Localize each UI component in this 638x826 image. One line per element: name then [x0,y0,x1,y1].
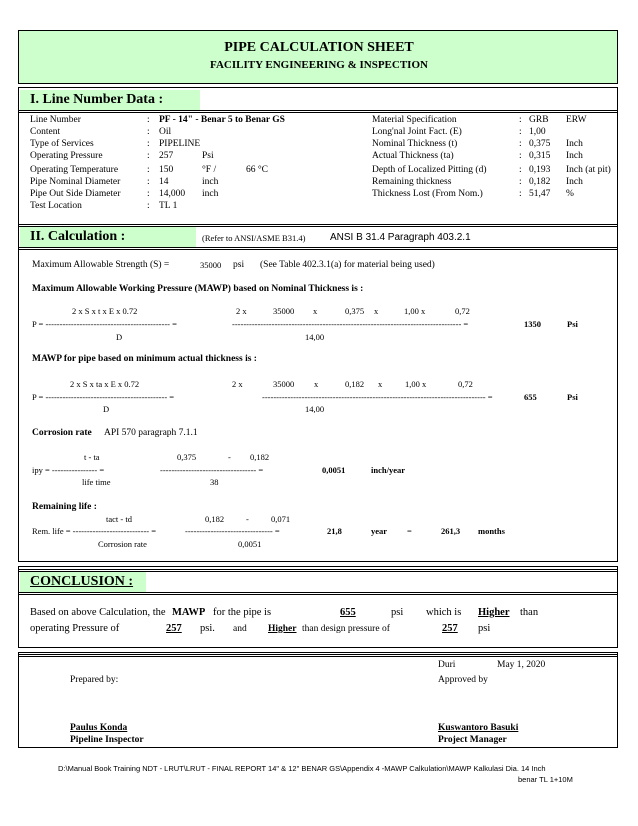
mawp-nominal-t: 0,375 [345,306,365,316]
line-data-value: 1,00 [529,127,546,137]
mawp-nominal-unit: Psi [567,319,578,329]
mawp-actual-formula-lhs: P = ------------------------------------------- = [32,392,175,402]
conclusion-l1a: Based on above Calculation, the [30,607,166,618]
line-data-value: 0,315 [529,151,551,161]
line-data-value: Oil [159,127,172,137]
line-data-label: Content [30,127,61,137]
line-data-sep: : [147,115,150,125]
mas-unit: psi [233,260,245,270]
mas-note: (See Table 402.3.1(a) for material being used) [260,260,435,270]
line-data-label: Pipe Nominal Diameter [30,177,121,187]
mawp-nominal-formula-num: 2 x S x t x E x 0.72 [72,306,138,316]
conclusion-unit: psi [391,607,404,618]
line-data-label: Thickness Lost (From Nom.) [372,189,483,199]
corrosion-v1: 0,375 [177,452,197,462]
conclusion-divider-bottom [18,592,618,595]
prepared-label: Prepared by: [70,675,119,685]
line-data-unit: Psi [202,151,214,161]
line-data-value: 0,182 [529,177,551,187]
corrosion-lhs: ipy = ---------------- = [32,465,105,475]
footer-path-2: benar TL 1+10M [518,775,573,784]
mawp-actual-x1: x [314,379,319,389]
line-data-value: 257 [159,151,174,161]
conclusion-higher: Higher [478,607,510,618]
conclusion-mawp: MAWP [172,607,206,618]
line-data-label: Long'nal Joint Fact. (E) [372,127,462,137]
corrosion-unit: inch/year [371,465,405,475]
line-data-value: 14 [159,177,169,187]
line-data-label: Type of Services [30,139,94,149]
section1-divider [18,110,618,113]
remaining-den: Corrosion rate [98,539,147,549]
mawp-nominal-formula-lhs: P = -------------------------------------------- = [32,319,177,329]
line-data-value: 14,000 [159,189,186,199]
corrosion-minus: - [228,452,231,462]
mawp-nominal-den: 14,00 [305,332,325,342]
line-data-sep: : [147,139,150,149]
line-data-value: 51,47 [529,189,551,199]
mas-label: Maximum Allowable Strength (S) = [32,260,170,270]
line-data-unit: ERW [566,115,587,125]
line-data-unit: Inch (at pit) [566,165,611,175]
line-data-value: GRB [529,115,549,125]
mawp-actual-result: 655 [524,392,537,402]
corrosion-den: life time [82,477,111,487]
line-data-sep: : [147,201,150,211]
line-data-label: Line Number [30,115,81,125]
line-data-sep: : [519,177,522,187]
conclusion-l2a: operating Pressure of [30,623,120,634]
line-data-label: Test Location [30,201,82,211]
ref-note: (Refer to ANSI/ASME B31.4) [202,233,306,243]
section2-heading: II. Calculation : [30,229,126,244]
remaining-minus: - [246,514,249,524]
ref-code: ANSI B 31.4 Paragraph 403.2.1 [330,232,471,243]
line-data-label: Depth of Localized Pitting (d) [372,165,487,175]
corrosion-num: t - ta [84,452,100,462]
line-data-unit: Inch [566,139,583,149]
mawp-actual-t: 0,182 [345,379,365,389]
title-box [18,30,618,84]
corrosion-dashes: ---------------------------------- = [160,465,264,475]
page-title: PIPE CALCULATION SHEET [224,40,414,55]
mawp-actual-den: 14,00 [305,404,325,414]
line-data-label: Operating Pressure [30,151,103,161]
mawp-nominal-s: 35000 [273,306,295,316]
remaining-lhs: Rem. life = --------------------------- = [32,526,157,536]
mawp-nominal-e: 1,00 x [404,306,426,316]
sign-date: May 1, 2020 [497,660,546,670]
line-data-unit: Inch [566,151,583,161]
line-data-label: Remaining thickness [372,177,452,187]
line-data-unit: % [566,189,574,199]
line-data-sep: : [519,165,522,175]
conclusion-higher2: Higher [268,624,297,634]
remaining-eq: = [407,526,412,536]
footer-path: D:\Manual Book Training NDT - LRUT\LRUT - FINAL REPORT 14" & 12" BENAR GS\Appendix 4 -MAWP Calkulation\MAWP Kalkulasi Dia. 14 Inch [58,764,546,773]
mawp-actual-dashes: ------------------------------------------------------------------------------- = [262,392,493,402]
mawp-nominal-x2: x [374,306,379,316]
line-data-sep: : [147,177,150,187]
prepared-name: Paulus Konda [70,723,128,733]
line-data-sep: : [147,189,150,199]
conclusion-heading: CONCLUSION : [30,574,134,589]
line-data-label: Pipe Out Side Diameter [30,189,121,199]
remaining-months-unit: months [478,526,505,536]
line-data-unit: inch [202,189,219,199]
line-data-sep: : [519,151,522,161]
section2-divider-bottom [18,247,618,250]
line-data-value: 0,193 [529,165,551,175]
line-data-unit: Inch [566,177,583,187]
corrosion-ref: API 570 paragraph 7.1.1 [104,428,198,438]
line-data-sep: : [147,165,150,175]
mawp-actual-s: 35000 [273,379,295,389]
mawp-actual-heading: MAWP for pipe based on minimum actual thickness is : [32,354,257,364]
mawp-actual-unit: Psi [567,392,578,402]
line-data-sep: : [519,139,522,149]
line-data-value: PF - 14" - Benar 5 to Benar GS [159,115,285,125]
mawp-nominal-formula-den: D [116,332,123,342]
mawp-actual-n2: 2 x [232,379,243,389]
line-data-sep: : [519,115,522,125]
remaining-num: tact - td [106,514,132,524]
corrosion-result: 0,0051 [322,465,346,475]
conclusion-op: 257 [166,623,182,634]
conclusion-l2b: than design pressure of [302,624,390,634]
line-data-label: Actual Thickness (ta) [372,151,454,161]
signature-divider [18,654,618,657]
line-data-value: TL 1 [159,201,178,211]
mawp-actual-f: 0,72 [458,379,473,389]
line-data-value: PIPELINE [159,139,201,149]
line-data-sep: : [147,151,150,161]
conclusion-value: 655 [340,607,356,618]
corrosion-dv: 38 [210,477,219,487]
conclusion-which: which is [426,607,462,618]
page-subtitle: FACILITY ENGINEERING & INSPECTION [210,59,428,71]
line-data-unit: °F / [202,165,217,175]
remaining-dv: 0,0051 [238,539,262,549]
line-data-sep: : [519,127,522,137]
remaining-result: 21,8 [327,526,342,536]
prepared-title: Pipeline Inspector [70,735,144,745]
mawp-actual-formula-num: 2 x S x ta x E x 0.72 [70,379,140,389]
corrosion-heading: Corrosion rate [32,428,92,438]
mawp-nominal-dashes: --------------------------------------------------------------------------------- = [232,319,469,329]
sign-location: Duri [438,660,456,670]
conclusion-l1b: for the pipe is [213,607,272,618]
approved-label: Approved by [438,675,488,685]
corrosion-v2: 0,182 [250,452,270,462]
approved-name: Kuswantoro Basuki [438,723,519,733]
line-data-label: Material Specification [372,115,457,125]
conclusion-and: and [233,624,247,634]
conclusion-op-unit: psi. [200,623,215,634]
remaining-heading: Remaining life : [32,502,97,512]
conclusion-than: than [520,607,539,618]
line-data-extra: 66 °C [246,165,269,175]
remaining-v2: 0,071 [271,514,291,524]
line-data-sep: : [147,127,150,137]
remaining-dashes: ------------------------------- = [185,526,280,536]
mawp-nominal-x1: x [313,306,318,316]
line-data-value: 150 [159,165,174,175]
remaining-unit: year [371,526,388,536]
conclusion-dp: 257 [442,623,458,634]
line-data-value: 0,375 [529,139,551,149]
mawp-nominal-heading: Maximum Allowable Working Pressure (MAWP) based on Nominal Thickness is : [32,284,364,294]
line-data-label: Operating Temperature [30,165,119,175]
mawp-nominal-f: 0,72 [455,306,470,316]
mas-value: 35000 [200,260,222,270]
approved-title: Project Manager [438,735,507,745]
mawp-nominal-n2: 2 x [236,306,247,316]
line-data-label: Nominal Thickness (t) [372,139,458,149]
section1-heading: I. Line Number Data : [30,92,164,107]
mawp-actual-x2: x [378,379,383,389]
conclusion-dp-unit: psi [478,623,491,634]
remaining-v1: 0,182 [205,514,225,524]
mawp-nominal-result: 1350 [524,319,541,329]
mawp-actual-e: 1,00 x [405,379,427,389]
line-data-unit: inch [202,177,219,187]
mawp-actual-formula-den: D [103,404,110,414]
remaining-months: 261,3 [441,526,461,536]
line-data-sep: : [519,189,522,199]
